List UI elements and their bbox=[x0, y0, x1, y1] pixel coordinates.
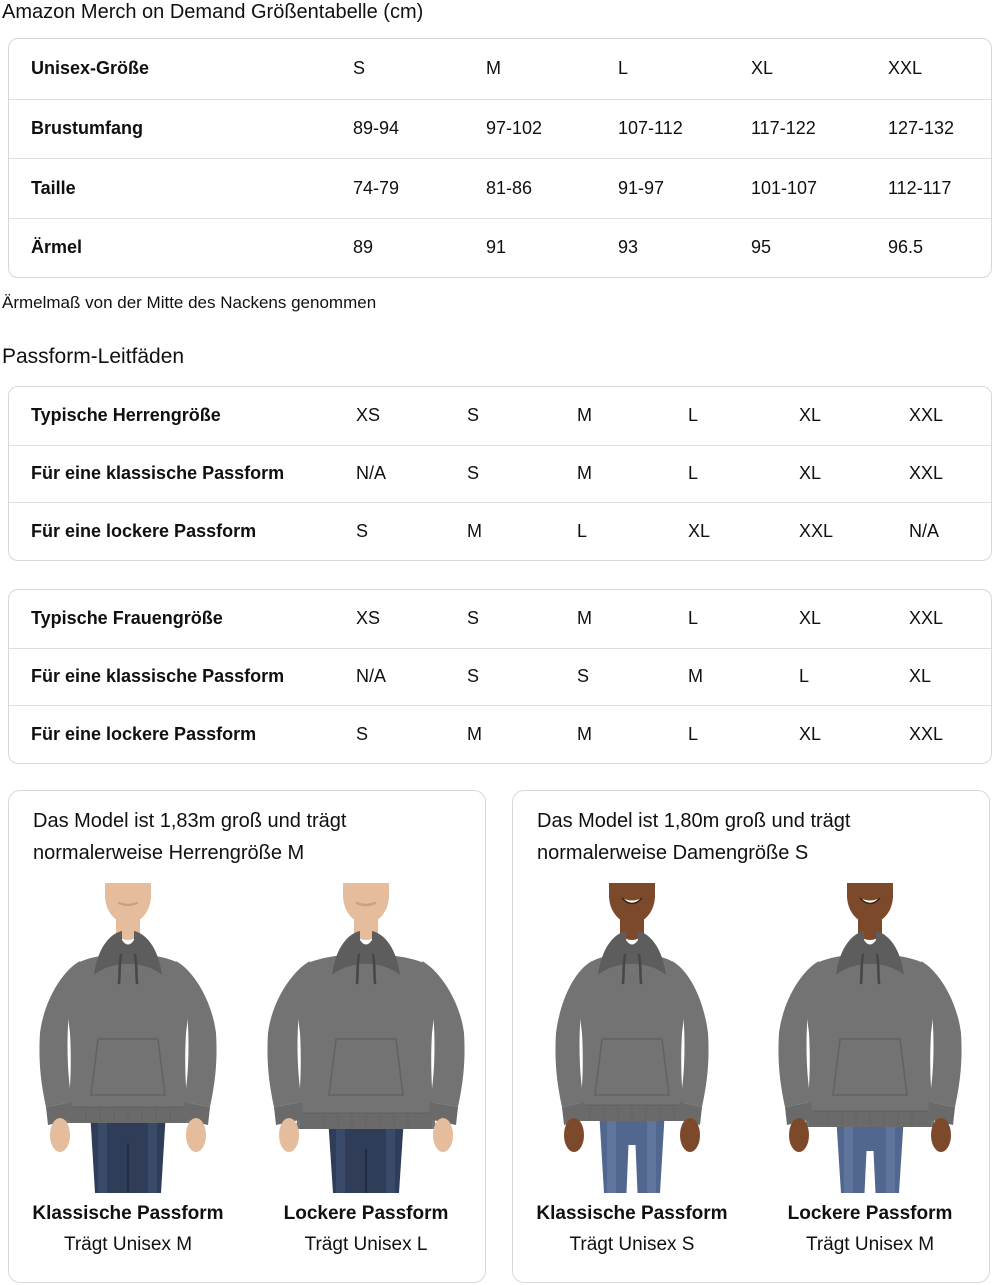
table-cell: XL bbox=[909, 666, 932, 687]
size-label: Trägt Unisex M bbox=[63, 1234, 193, 1255]
table-cell: M bbox=[577, 463, 592, 484]
model-photo-male-classic bbox=[9, 883, 247, 1193]
table-row bbox=[9, 39, 991, 99]
row-label: Ärmel bbox=[31, 237, 83, 258]
table-cell: 107-112 bbox=[618, 118, 683, 139]
caption-male-loose bbox=[247, 1199, 485, 1260]
row-label: Unisex-Größe bbox=[31, 58, 150, 79]
size-label: Trägt Unisex M bbox=[805, 1234, 935, 1255]
table-cell: 81-86 bbox=[486, 177, 533, 198]
male-model-captions bbox=[9, 1199, 485, 1260]
table-row bbox=[9, 158, 991, 218]
row-label: Typische Frauengröße bbox=[31, 608, 223, 629]
row-label: Für eine klassische Passform bbox=[31, 463, 285, 484]
size-label: Trägt Unisex S bbox=[569, 1234, 695, 1255]
table-cell: XL bbox=[688, 521, 711, 542]
table-cell: M bbox=[467, 521, 482, 542]
table-cell: S bbox=[356, 521, 369, 542]
table-cell: XL bbox=[799, 724, 822, 745]
table-cell: XXL bbox=[909, 724, 944, 745]
row-label: Taille bbox=[31, 177, 76, 198]
female-model-description: Das Model ist 1,80m groß und trägt normalerweise Damengröße S bbox=[537, 810, 851, 864]
female-model-captions bbox=[513, 1199, 989, 1260]
fit-label: Klassische Passform bbox=[32, 1203, 224, 1224]
female-model-photos bbox=[513, 883, 989, 1193]
caption-female-loose bbox=[751, 1199, 989, 1260]
table-cell: XXL bbox=[909, 405, 944, 426]
model-photo-female-classic bbox=[513, 883, 751, 1193]
model-photo-male-loose bbox=[247, 883, 485, 1193]
unisex-size-table bbox=[8, 38, 992, 278]
table-cell: L bbox=[688, 608, 699, 629]
size-header-cell: XXL bbox=[888, 58, 923, 79]
table-row bbox=[9, 590, 991, 648]
table-cell: S bbox=[467, 608, 480, 629]
fit-label: Lockere Passform bbox=[283, 1203, 449, 1224]
table-cell: S bbox=[356, 724, 369, 745]
table-cell: N/A bbox=[909, 521, 940, 542]
table-cell: M bbox=[577, 724, 592, 745]
size-header-cell: S bbox=[353, 58, 366, 79]
caption-female-classic bbox=[513, 1199, 751, 1260]
table-row bbox=[9, 99, 991, 159]
size-header-cell: L bbox=[618, 58, 629, 79]
table-cell: M bbox=[688, 666, 703, 687]
table-cell: 97-102 bbox=[486, 118, 543, 139]
table-row bbox=[9, 705, 991, 763]
table-cell: L bbox=[688, 724, 699, 745]
table-cell: 89-94 bbox=[353, 118, 400, 139]
male-model-photos bbox=[9, 883, 485, 1193]
table-cell: M bbox=[467, 724, 482, 745]
table-cell: M bbox=[577, 608, 592, 629]
table-cell: XXL bbox=[909, 463, 944, 484]
table-cell: 91-97 bbox=[618, 177, 665, 198]
table-cell: 101-107 bbox=[751, 177, 818, 198]
table-cell: L bbox=[577, 521, 588, 542]
table-cell: 93 bbox=[618, 237, 639, 258]
male-model-description: Das Model ist 1,83m groß und trägt normalerweise Herrengröße M bbox=[33, 810, 347, 864]
table-row bbox=[9, 445, 991, 503]
table-cell: XXL bbox=[799, 521, 834, 542]
table-cell: 95 bbox=[751, 237, 772, 258]
table-cell: 112-117 bbox=[888, 177, 952, 198]
table-cell: XL bbox=[799, 463, 822, 484]
row-label: Für eine lockere Passform bbox=[31, 521, 257, 542]
table-cell: N/A bbox=[356, 666, 387, 687]
row-label: Für eine klassische Passform bbox=[31, 666, 285, 687]
table-cell: S bbox=[467, 405, 480, 426]
model-photo-female-loose bbox=[751, 883, 989, 1193]
table-cell: 74-79 bbox=[353, 177, 400, 198]
sleeve-measure-footnote: Ärmelmaß von der Mitte des Nackens genommen bbox=[2, 293, 377, 312]
table-row bbox=[9, 502, 991, 560]
fit-guides-heading: Passform-Leitfäden bbox=[2, 345, 185, 368]
female-model-card bbox=[512, 790, 990, 1283]
page-title: Amazon Merch on Demand Größentabelle (cm) bbox=[2, 1, 424, 23]
table-row bbox=[9, 387, 991, 445]
table-row bbox=[9, 218, 991, 278]
row-label: Brustumfang bbox=[31, 118, 143, 139]
table-row bbox=[9, 648, 991, 706]
table-cell: 127-132 bbox=[888, 118, 955, 139]
fit-label: Klassische Passform bbox=[536, 1203, 728, 1224]
fit-label: Lockere Passform bbox=[787, 1203, 953, 1224]
row-label: Typische Herrengröße bbox=[31, 405, 221, 426]
table-cell: L bbox=[799, 666, 810, 687]
table-cell: 91 bbox=[486, 237, 507, 258]
size-header-cell: XL bbox=[751, 58, 774, 79]
table-cell: S bbox=[577, 666, 590, 687]
table-cell: 117-122 bbox=[751, 118, 816, 139]
table-cell: XS bbox=[356, 608, 381, 629]
table-cell: N/A bbox=[356, 463, 387, 484]
men-fit-guide-table bbox=[8, 386, 992, 561]
size-label: Trägt Unisex L bbox=[304, 1234, 428, 1255]
caption-male-classic bbox=[9, 1199, 247, 1260]
table-cell: XL bbox=[799, 608, 822, 629]
table-cell: S bbox=[467, 666, 480, 687]
table-cell: L bbox=[688, 405, 699, 426]
row-label: Für eine lockere Passform bbox=[31, 724, 257, 745]
table-cell: M bbox=[577, 405, 592, 426]
table-cell: XL bbox=[799, 405, 822, 426]
table-cell: 96.5 bbox=[888, 237, 924, 258]
women-fit-guide-table bbox=[8, 589, 992, 764]
table-cell: L bbox=[688, 463, 699, 484]
table-cell: XXL bbox=[909, 608, 944, 629]
table-cell: XS bbox=[356, 405, 381, 426]
table-cell: 89 bbox=[353, 237, 374, 258]
size-header-cell: M bbox=[486, 58, 501, 79]
male-model-card bbox=[8, 790, 486, 1283]
table-cell: S bbox=[467, 463, 480, 484]
